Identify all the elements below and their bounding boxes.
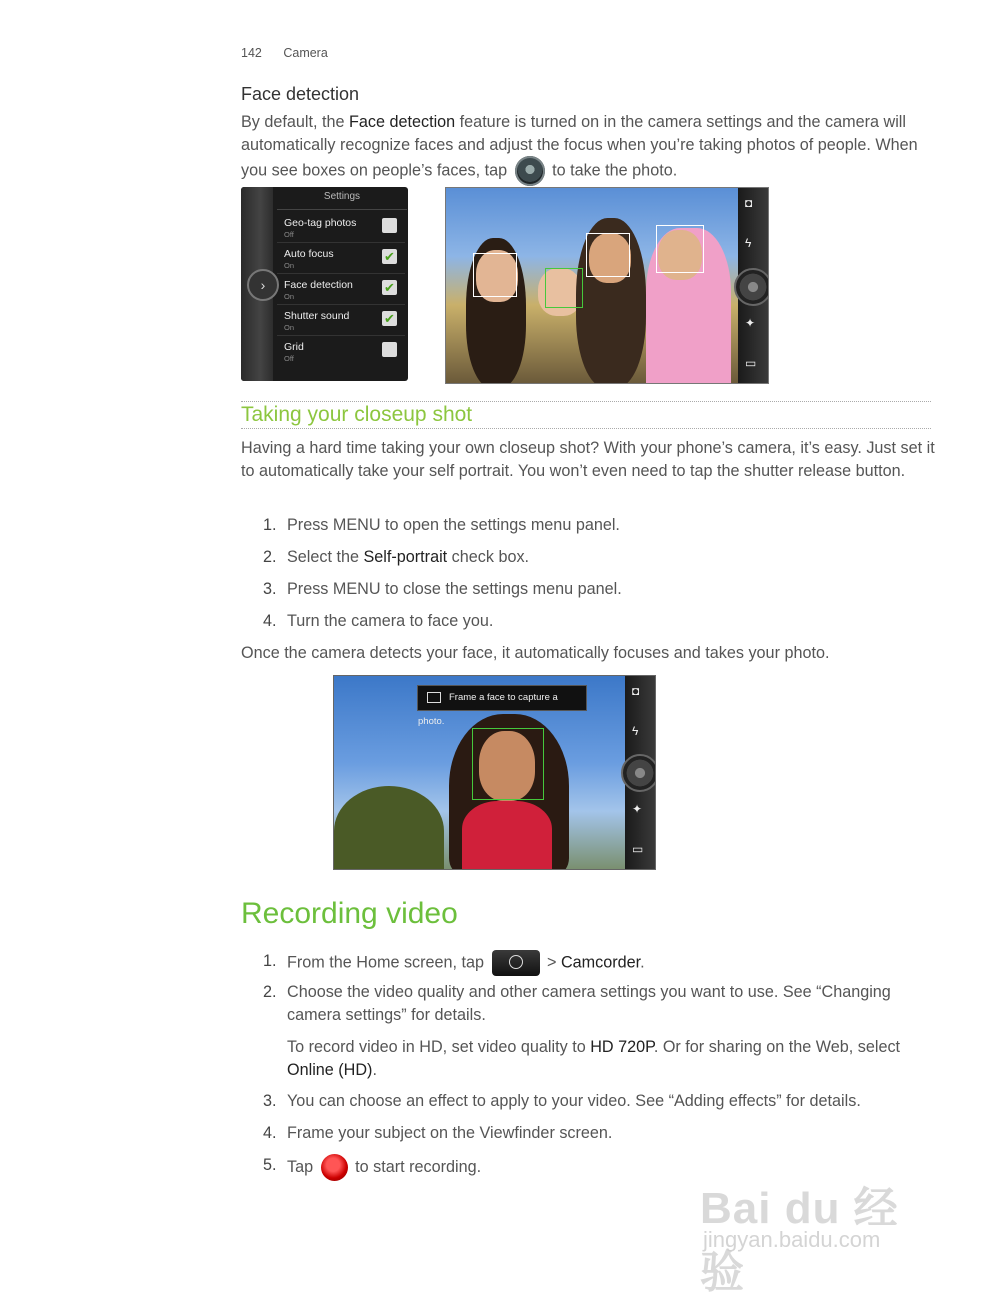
recording-video-heading: Recording video bbox=[241, 897, 458, 930]
bold-term: Online (HD) bbox=[287, 1060, 373, 1079]
flash-icon: ϟ bbox=[745, 236, 752, 250]
camera-mode-icon: ◘ bbox=[745, 196, 753, 210]
bold-term: Self-portrait bbox=[363, 548, 448, 566]
setting-name: Shutter sound bbox=[284, 310, 350, 322]
step-number: 4. bbox=[263, 612, 277, 630]
tree-foliage bbox=[334, 786, 444, 870]
step-text: Choose the video quality and other camera settings you want to use. See “Changing camera settings” for details. bbox=[287, 983, 891, 1024]
closeup-step-4 bbox=[263, 610, 933, 633]
text-run: . bbox=[372, 1060, 377, 1079]
closeup-intro: Having a hard time taking your own closeup shot? With your phone’s camera, it’s easy. Just set it to automatically take your self portrait. You won’t even need to tap the shutter release button. bbox=[241, 439, 935, 480]
setting-state: On bbox=[284, 261, 295, 270]
text-run: to start recording. bbox=[350, 1157, 482, 1176]
section-divider-top bbox=[241, 401, 931, 402]
page-header bbox=[241, 46, 328, 60]
effects-wand-icon: ✦ bbox=[745, 316, 756, 330]
recording-step-4 bbox=[263, 1122, 933, 1145]
face-box bbox=[656, 225, 704, 273]
setting-name: Auto focus bbox=[284, 248, 334, 260]
setting-state: Off bbox=[284, 354, 294, 363]
settings-panel-screenshot bbox=[241, 187, 408, 381]
text-run: > bbox=[542, 953, 561, 972]
text-run: Tap bbox=[287, 1157, 318, 1176]
group-photo-face-detection bbox=[445, 187, 769, 384]
step-text: Frame your subject on the Viewfinder screen. bbox=[287, 1124, 613, 1142]
gallery-icon: ▭ bbox=[745, 356, 757, 370]
face-detection-heading: Face detection bbox=[241, 84, 360, 104]
baidu-watermark bbox=[700, 1150, 940, 1297]
checkbox-unchecked-icon bbox=[382, 218, 397, 233]
page-number: 142 bbox=[241, 46, 262, 60]
text-run: By default, the bbox=[241, 113, 349, 131]
hint-toast bbox=[417, 685, 587, 727]
text-run: . bbox=[640, 953, 645, 972]
step-number: 5. bbox=[263, 1156, 277, 1174]
bold-term: Camcorder bbox=[560, 953, 641, 972]
settings-title: Settings bbox=[277, 191, 407, 210]
camera-controls-bar bbox=[738, 188, 768, 383]
home-camera-icon bbox=[492, 950, 540, 976]
recording-step-2 bbox=[263, 981, 933, 1026]
face-detection-paragraph bbox=[241, 111, 941, 186]
red-scarf bbox=[462, 801, 552, 870]
checkbox-checked-icon: ✔ bbox=[382, 311, 397, 326]
setting-name: Geo-tag photos bbox=[284, 217, 357, 229]
step-text bbox=[287, 950, 927, 976]
face-box-focused bbox=[545, 268, 583, 308]
setting-row-geotag bbox=[277, 211, 405, 243]
text-run: Select the bbox=[287, 548, 364, 566]
setting-row-shutter-sound bbox=[277, 304, 405, 336]
bold-term: HD 720P bbox=[590, 1038, 654, 1056]
gallery-icon: ▭ bbox=[632, 842, 644, 856]
bold-term: Face detection bbox=[349, 113, 456, 131]
section-divider-bottom bbox=[241, 428, 931, 429]
step-number: 2. bbox=[263, 548, 277, 566]
section-name: Camera bbox=[283, 46, 328, 60]
setting-state: On bbox=[284, 292, 295, 301]
step-text bbox=[287, 546, 927, 569]
checkbox-checked-icon: ✔ bbox=[382, 249, 397, 264]
watermark-url: jingyan.baidu.com bbox=[703, 1227, 881, 1252]
camera-mode-icon: ◘ bbox=[632, 684, 640, 698]
closeup-step-1 bbox=[263, 514, 933, 537]
recording-step-3 bbox=[263, 1090, 963, 1113]
step-text: Press MENU to open the settings menu panel. bbox=[287, 516, 620, 534]
record-button-icon bbox=[321, 1154, 348, 1181]
effects-wand-icon: ✦ bbox=[632, 802, 643, 816]
step-text: Press MENU to close the settings menu panel. bbox=[287, 580, 622, 598]
step-number: 1. bbox=[263, 516, 277, 534]
self-portrait-photo bbox=[333, 675, 656, 870]
step-number: 4. bbox=[263, 1124, 277, 1142]
text-run: . Or for sharing on the Web, select bbox=[653, 1038, 901, 1056]
portrait-icon bbox=[427, 692, 441, 703]
face-box-focused bbox=[472, 728, 544, 800]
step-text: Turn the camera to face you. bbox=[287, 612, 494, 630]
text-run: feature is turned on in the camera settings and the camera will automatically recognize faces and adjust the focus when you’re taking photos of people. When you see boxes on people’s faces, tap bbox=[241, 113, 918, 180]
text-run: to take the photo. bbox=[547, 161, 678, 180]
text-run: check box. bbox=[447, 548, 530, 566]
face-box bbox=[586, 233, 630, 277]
step-number: 1. bbox=[263, 952, 277, 970]
checkbox-checked-icon: ✔ bbox=[382, 280, 397, 295]
closeup-heading: Taking your closeup shot bbox=[241, 403, 473, 426]
closeup-outro: Once the camera detects your face, it automatically focuses and takes your photo. bbox=[241, 644, 830, 662]
setting-state: On bbox=[284, 323, 295, 332]
step-number: 3. bbox=[263, 1092, 277, 1110]
closeup-step-2 bbox=[263, 546, 933, 569]
setting-row-grid bbox=[277, 335, 405, 366]
setting-row-autofocus bbox=[277, 242, 405, 274]
step-text: You can choose an effect to apply to your video. See “Adding effects” for details. bbox=[287, 1092, 861, 1110]
face-box bbox=[473, 253, 517, 297]
checkbox-unchecked-icon bbox=[382, 342, 397, 357]
text-run: To record video in HD, set video quality to bbox=[287, 1038, 591, 1056]
recording-step-1 bbox=[263, 950, 933, 976]
recording-step-2-note bbox=[287, 1036, 927, 1081]
shutter-icon bbox=[621, 754, 656, 792]
flash-icon: ϟ bbox=[632, 724, 639, 738]
step-number: 2. bbox=[263, 983, 277, 1001]
setting-state: Off bbox=[284, 230, 294, 239]
toast-text: Frame a face to capture a photo. bbox=[418, 692, 558, 727]
closeup-step-3 bbox=[263, 578, 933, 601]
shutter-icon bbox=[734, 268, 769, 306]
setting-name: Face detection bbox=[284, 279, 353, 291]
text-run: From the Home screen, tap bbox=[287, 953, 489, 972]
camera-controls-bar bbox=[625, 676, 655, 869]
watermark-logo: Bai du 经验 bbox=[700, 1184, 899, 1297]
step-number: 3. bbox=[263, 580, 277, 598]
chevron-right-icon: › bbox=[247, 269, 279, 301]
setting-name: Grid bbox=[284, 341, 304, 353]
setting-row-face-detection bbox=[277, 273, 405, 305]
shutter-icon bbox=[515, 156, 545, 186]
